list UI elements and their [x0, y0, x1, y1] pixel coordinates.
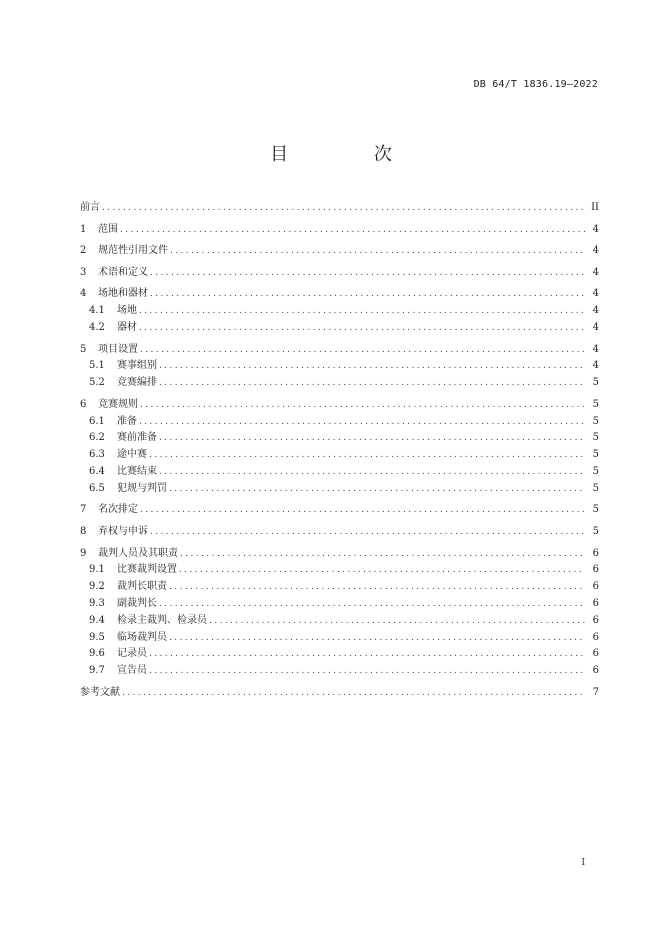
- toc-entry-label: 宣告员: [117, 665, 147, 677]
- toc-entry-label: 裁判人员及其职责: [98, 547, 178, 559]
- toc-entry[interactable]: [80, 481, 599, 498]
- toc-dot-leader: [139, 320, 585, 337]
- toc-dot-leader: [159, 430, 585, 447]
- toc-entry-label: 赛事组别: [117, 360, 157, 372]
- toc-entry[interactable]: [80, 430, 599, 447]
- toc-entry-label: 参考文献: [80, 686, 120, 698]
- toc-entry-page: 5: [592, 525, 599, 537]
- toc-entry[interactable]: [80, 579, 599, 596]
- toc-entry-page: 6: [592, 547, 599, 559]
- toc-entry-number: 4.2: [89, 321, 105, 333]
- toc-entry-number: 5.1: [89, 360, 105, 372]
- toc-entry-label: 临场裁判员: [117, 631, 167, 643]
- toc-entry[interactable]: [80, 562, 599, 579]
- toc-entry[interactable]: [80, 243, 599, 260]
- toc-dot-leader: [180, 546, 585, 563]
- toc-entry-number: 2: [80, 245, 87, 257]
- toc-entry[interactable]: [80, 447, 599, 464]
- toc-entry-label: 赛前准备: [117, 432, 157, 444]
- toc-entry[interactable]: [80, 464, 599, 481]
- toc-entry[interactable]: [80, 397, 599, 414]
- toc-entry[interactable]: [80, 286, 599, 303]
- toc-entry[interactable]: [80, 502, 599, 519]
- toc-dot-leader: [149, 447, 585, 464]
- document-code: DB 64/T 1836.19—2022: [473, 79, 598, 90]
- toc-entry-page: 6: [592, 631, 599, 643]
- toc-dot-leader: [140, 342, 585, 359]
- toc-entry-label: 项目设置: [98, 343, 138, 355]
- toc-dot-leader: [122, 685, 585, 702]
- toc-entry-page: 4: [592, 360, 599, 372]
- toc-entry-label: 范围: [98, 223, 118, 235]
- toc-entry-page: 5: [592, 482, 599, 494]
- toc-entry-page: 5: [592, 415, 599, 427]
- toc-entry-label: 名次排定: [98, 504, 138, 516]
- toc-entry-label: 术语和定义: [98, 266, 148, 278]
- toc-entry-number: 6.3: [89, 449, 105, 461]
- toc-entry-page: 6: [592, 665, 599, 677]
- toc-entry-number: 9.2: [89, 581, 105, 593]
- toc-entry-page: 4: [592, 343, 599, 355]
- toc-entry-page: 4: [592, 288, 599, 300]
- toc-entry[interactable]: [80, 546, 599, 563]
- toc-entry-number: 3: [80, 266, 87, 278]
- toc-entry-label: 途中赛: [117, 449, 147, 461]
- page-number: I: [581, 858, 585, 868]
- toc-entry[interactable]: [80, 613, 599, 630]
- toc-entry-number: 6.1: [89, 415, 105, 427]
- toc-entry[interactable]: [80, 375, 599, 392]
- toc-entry-label: 记录员: [117, 648, 147, 660]
- toc-entry[interactable]: [80, 414, 599, 431]
- toc-entry-number: 9.1: [89, 564, 105, 576]
- toc-dot-leader: [159, 375, 585, 392]
- toc-entry[interactable]: [80, 685, 599, 702]
- toc-entry-page: 4: [592, 223, 599, 235]
- toc-entry[interactable]: [80, 200, 599, 217]
- toc-entry-number: 4: [80, 288, 87, 300]
- toc-entry[interactable]: [80, 630, 599, 647]
- toc-entry-label: 规范性引用文件: [98, 245, 168, 257]
- toc-entry-page: 6: [592, 648, 599, 660]
- toc-entry-label: 比赛结束: [117, 465, 157, 477]
- toc-entry[interactable]: [80, 524, 599, 541]
- toc-entry-number: 6.4: [89, 465, 105, 477]
- toc-dot-leader: [209, 613, 585, 630]
- toc-entry-number: 9.3: [89, 597, 105, 609]
- toc-dot-leader: [170, 243, 585, 260]
- toc-entry-label: 犯规与判罚: [117, 482, 167, 494]
- toc-entry-label: 场地和器材: [98, 288, 148, 300]
- toc-entry[interactable]: [80, 222, 599, 239]
- toc-entry-label: 竞赛规则: [98, 398, 138, 410]
- toc-entry-number: 6.2: [89, 432, 105, 444]
- toc-entry-number: 1: [80, 223, 87, 235]
- page-title: 目 次: [270, 144, 432, 165]
- toc-entry[interactable]: [80, 320, 599, 337]
- toc-entry-label: 准备: [117, 415, 137, 427]
- toc-dot-leader: [150, 265, 585, 282]
- toc-entry-number: 6.5: [89, 482, 105, 494]
- toc-entry-page: 5: [592, 465, 599, 477]
- toc-dot-leader: [120, 222, 585, 239]
- toc-entry-label: 裁判长职责: [117, 581, 167, 593]
- toc-entry-page: 6: [592, 614, 599, 626]
- toc-dot-leader: [169, 630, 585, 647]
- toc-dot-leader: [150, 524, 585, 541]
- toc-dot-leader: [140, 502, 585, 519]
- toc-entry-label: 前言: [80, 202, 100, 213]
- toc-entry-page: 4: [592, 305, 599, 317]
- toc-dot-leader: [150, 286, 585, 303]
- toc-entry-number: 9.6: [89, 648, 105, 660]
- toc-entry-page: 4: [592, 245, 599, 257]
- toc-entry-page: 6: [592, 581, 599, 593]
- toc-entry-page: 5: [592, 398, 599, 410]
- toc-entry[interactable]: [80, 342, 599, 359]
- toc-entry-label: 检录主裁判、检录员: [117, 614, 207, 626]
- toc-entry-page: 5: [592, 504, 599, 516]
- toc-entry-label: 器材: [117, 321, 137, 333]
- toc-entry[interactable]: [80, 663, 599, 680]
- toc-entry[interactable]: [80, 646, 599, 663]
- toc-dot-leader: [159, 464, 585, 481]
- toc-entry[interactable]: [80, 265, 599, 282]
- toc-entry-number: 5: [80, 343, 87, 355]
- toc-entry-number: 4.1: [89, 305, 105, 317]
- toc-dot-leader: [159, 596, 585, 613]
- toc-entry-page: 4: [592, 321, 599, 333]
- toc-dot-leader: [159, 358, 585, 375]
- toc-entry-number: 6: [80, 398, 87, 410]
- toc-dot-leader: [102, 200, 585, 217]
- toc-entry-number: 9.7: [89, 665, 105, 677]
- toc-entry-page: 5: [592, 377, 599, 389]
- toc-entry-number: 9.5: [89, 631, 105, 643]
- toc-entry-page: 7: [592, 686, 599, 698]
- toc-entry[interactable]: [80, 358, 599, 375]
- toc-dot-leader: [169, 481, 585, 498]
- toc-entry[interactable]: [80, 303, 599, 320]
- toc-entry-label: 竞赛编排: [117, 377, 157, 389]
- toc-dot-leader: [149, 646, 585, 663]
- toc-entry-page: 6: [592, 564, 599, 576]
- toc-entry-label: 副裁判长: [117, 597, 157, 609]
- toc-dot-leader: [139, 303, 585, 320]
- toc-entry-number: 7: [80, 504, 87, 516]
- toc-entry-page: II: [591, 202, 599, 213]
- toc-entry-number: 9: [80, 547, 87, 559]
- table-of-contents: [80, 200, 599, 701]
- toc-entry-page: 6: [592, 597, 599, 609]
- toc-dot-leader: [139, 414, 585, 431]
- toc-entry[interactable]: [80, 596, 599, 613]
- toc-entry-page: 5: [592, 449, 599, 461]
- toc-dot-leader: [169, 579, 585, 596]
- toc-dot-leader: [149, 663, 585, 680]
- toc-entry-label: 比赛裁判设置: [117, 564, 177, 576]
- toc-dot-leader: [140, 397, 585, 414]
- toc-entry-label: 弃权与申诉: [98, 525, 148, 537]
- toc-dot-leader: [179, 562, 585, 579]
- toc-entry-number: 9.4: [89, 614, 105, 626]
- toc-entry-number: 8: [80, 525, 87, 537]
- toc-entry-page: 5: [592, 432, 599, 444]
- toc-entry-label: 场地: [117, 305, 137, 317]
- toc-entry-number: 5.2: [89, 377, 105, 389]
- toc-entry-page: 4: [592, 266, 599, 278]
